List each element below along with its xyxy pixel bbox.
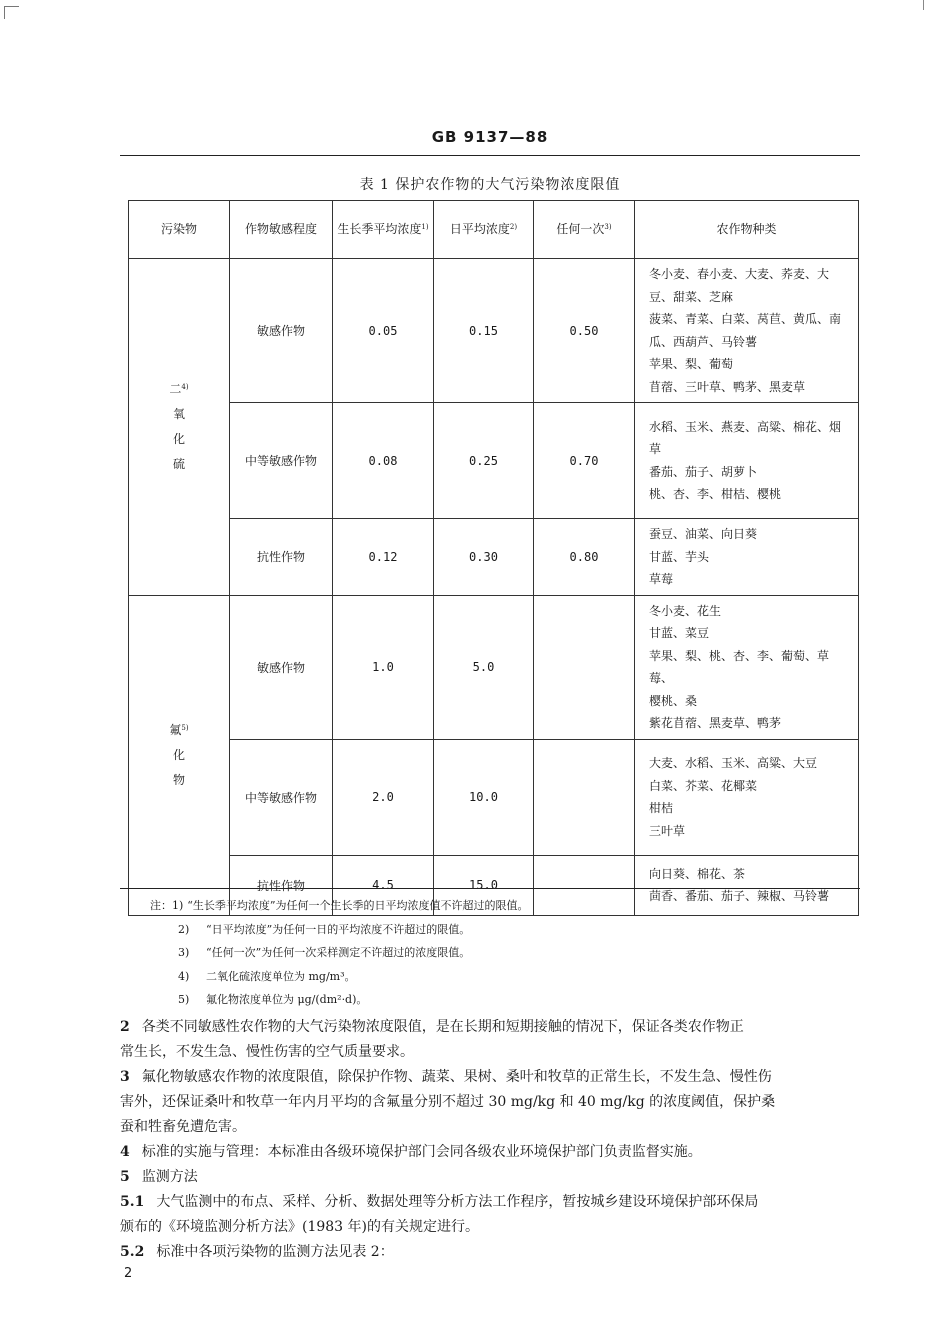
note-text: 二氧化硫浓度单位为 mg/m³。 bbox=[206, 969, 356, 983]
daily-value: 0.30 bbox=[434, 519, 534, 596]
crop-line: 瓜、西葫芦、马铃薯 bbox=[649, 334, 758, 349]
sensitivity-cell: 中等敏感作物 bbox=[230, 739, 333, 855]
sensitivity-cell: 敏感作物 bbox=[230, 259, 333, 403]
crops-cell bbox=[635, 739, 859, 855]
scan-corner-mark bbox=[4, 6, 19, 19]
crop-line: 苹果、梨、桃、杏、李、葡萄、草莓、 bbox=[649, 648, 830, 685]
sensitivity-cell: 抗性作物 bbox=[230, 855, 333, 915]
table-row bbox=[129, 739, 859, 855]
scan-tick-mark bbox=[923, 0, 924, 10]
daily-value: 0.25 bbox=[434, 403, 534, 519]
sensitivity-cell: 中等敏感作物 bbox=[230, 403, 333, 519]
pollutant-char: 氧 bbox=[172, 406, 185, 421]
crop-line: 甘蓝、菜豆 bbox=[649, 626, 710, 640]
clause-number: 2 bbox=[120, 1019, 130, 1035]
paragraph-line: 颁布的《环境监测分析方法》(1983 年)的有关规定进行。 bbox=[120, 1219, 480, 1235]
header-rule bbox=[120, 155, 860, 156]
table-title: 表 1 保护农作物的大气污染物浓度限值 bbox=[359, 177, 621, 193]
page-number: 2 bbox=[124, 1266, 133, 1281]
pollutant-cell bbox=[129, 595, 230, 915]
paragraph-line: 2 各类不同敏感性农作物的大气污染物浓度限值，是在长期和短期接触的情况下，保证各类农作物正 bbox=[120, 1019, 744, 1035]
crop-line: 水稻、玉米、燕麦、高粱、棉花、烟 bbox=[649, 419, 842, 434]
col-header-daily: 日平均浓度$^{2)}$ bbox=[434, 201, 534, 259]
table-note bbox=[150, 941, 850, 965]
crops-cell bbox=[635, 519, 859, 596]
daily-value: 15.0 bbox=[434, 855, 534, 915]
table-notes bbox=[150, 894, 850, 1012]
crop-line: 草 bbox=[649, 442, 662, 456]
crops-cell bbox=[635, 259, 859, 403]
single-value: 0.80 bbox=[534, 519, 635, 596]
table-header-row bbox=[129, 201, 859, 259]
crop-line: 苹果、梨、葡萄 bbox=[649, 357, 734, 371]
pollutant-char: 物 bbox=[172, 772, 185, 787]
seasonal-value: 1.0 bbox=[333, 595, 434, 739]
clause-paragraph bbox=[120, 1190, 860, 1240]
crop-line: 樱桃、桑 bbox=[649, 693, 698, 708]
col-header-single: 任何一次$^{3)}$ bbox=[534, 201, 635, 259]
crop-line: 茴香、番茄、茄子、辣椒、马铃薯 bbox=[649, 889, 830, 903]
clause-number: 5.1 bbox=[120, 1194, 145, 1210]
table-note bbox=[150, 965, 850, 989]
note-text: 氟化物浓度单位为 μg/(dm²·d)。 bbox=[206, 993, 368, 1006]
table-row bbox=[129, 403, 859, 519]
crop-line: 番茄、茄子、胡萝卜 bbox=[649, 464, 758, 479]
crops-cell bbox=[635, 595, 859, 739]
crop-line: 柑桔 bbox=[649, 801, 674, 815]
seasonal-value: 0.12 bbox=[333, 519, 434, 596]
single-value: 0.50 bbox=[534, 259, 635, 403]
single-value: 0.70 bbox=[534, 403, 635, 519]
crop-line: 向日葵、棉花、茶 bbox=[649, 866, 746, 881]
pollutant-char: 化 bbox=[172, 747, 185, 762]
note-label: 4) bbox=[178, 969, 190, 983]
table-row bbox=[129, 519, 859, 596]
paragraph-line: 5.2 标准中各项污染物的监测方法见表 2： bbox=[120, 1244, 394, 1260]
sensitivity-cell: 敏感作物 bbox=[230, 595, 333, 739]
paragraph-line: 5 监测方法 bbox=[120, 1169, 198, 1185]
crop-line: 桃、杏、李、柑桔、樱桃 bbox=[649, 487, 782, 501]
paragraph-line: 5.1 大气监测中的布点、采样、分析、数据处理等分析方法工作程序，暂按城乡建设环境保护部环保局 bbox=[120, 1194, 759, 1210]
note-text: “日平均浓度”为任何一日的平均浓度不许超过的限值。 bbox=[206, 922, 471, 936]
crop-line: 紫花苜蓿、黑麦草、鸭茅 bbox=[649, 716, 782, 730]
crop-line: 白菜、芥菜、花椰菜 bbox=[649, 778, 758, 793]
clause-number: 5 bbox=[120, 1169, 130, 1185]
clause-paragraph bbox=[120, 1015, 860, 1065]
crop-line: 菠菜、青菜、白菜、莴苣、黄瓜、南 bbox=[649, 312, 842, 326]
pollutant-char: 化 bbox=[172, 431, 185, 446]
paragraph-line: 3 氟化物敏感农作物的浓度限值，除保护作物、蔬菜、果树、桑叶和牧草的正常生长，不发生急、慢性伤 bbox=[120, 1069, 772, 1085]
seasonal-value: 2.0 bbox=[333, 739, 434, 855]
clause-number: 3 bbox=[120, 1069, 130, 1085]
standard-code: GB 9137—88 bbox=[431, 128, 549, 146]
sensitivity-cell: 抗性作物 bbox=[230, 519, 333, 596]
table-row bbox=[129, 259, 859, 403]
table-note bbox=[150, 988, 850, 1012]
daily-value: 10.0 bbox=[434, 739, 534, 855]
clause-paragraph bbox=[120, 1165, 860, 1190]
seasonal-value: 0.08 bbox=[333, 403, 434, 519]
paragraph-line: 蚕和牲畜免遭危害。 bbox=[120, 1119, 246, 1135]
note-label: 3) bbox=[178, 946, 190, 959]
seasonal-value: 0.05 bbox=[333, 259, 434, 403]
paragraph-line: 害外，还保证桑叶和牧草一年内月平均的含氟量分别不超过 30 mg/kg 和 40 mg/kg 的浓度阈值，保护桑 bbox=[120, 1094, 776, 1110]
limits-table bbox=[128, 200, 859, 916]
crop-line: 大麦、水稻、玉米、高粱、大豆 bbox=[649, 756, 818, 770]
col-header-pollutant: 污染物 bbox=[129, 201, 230, 259]
table-note bbox=[150, 894, 850, 918]
pollutant-cell bbox=[129, 259, 230, 596]
clause-number: 5.2 bbox=[120, 1244, 145, 1260]
crop-line: 蚕豆、油菜、向日葵 bbox=[649, 527, 758, 541]
note-label: 5) bbox=[178, 993, 190, 1006]
pollutant-char: 硫 bbox=[172, 456, 185, 471]
crop-line: 三叶草 bbox=[649, 823, 686, 838]
clause-number: 4 bbox=[120, 1144, 130, 1160]
table-note bbox=[150, 918, 850, 942]
table-row bbox=[129, 595, 859, 739]
note-label: 2) bbox=[178, 922, 190, 936]
single-value bbox=[534, 739, 635, 855]
crop-line: 冬小麦、春小麦、大麦、荞麦、大 bbox=[649, 267, 830, 281]
body-text bbox=[120, 1015, 860, 1265]
crop-line: 草莓 bbox=[649, 572, 674, 586]
crop-line: 冬小麦、花生 bbox=[649, 603, 722, 618]
col-header-seasonal: 生长季平均浓度$^{1)}$ bbox=[333, 201, 434, 259]
note-text: “任何一次”为任何一次采样测定不许超过的浓度限值。 bbox=[206, 946, 471, 959]
note-label: 注：1) bbox=[150, 899, 184, 912]
col-header-crops: 农作物种类 bbox=[635, 201, 859, 259]
daily-value: 0.15 bbox=[434, 259, 534, 403]
crop-line: 豆、甜菜、芝麻 bbox=[649, 289, 734, 304]
single-value bbox=[534, 595, 635, 739]
clause-paragraph bbox=[120, 1140, 860, 1165]
paragraph-line: 常生长，不发生急、慢性伤害的空气质量要求。 bbox=[120, 1044, 414, 1060]
seasonal-value: 4.5 bbox=[333, 855, 434, 915]
pollutant-char: 二$^{4)}$ bbox=[169, 381, 189, 396]
pollutant-char: 氟$^{5)}$ bbox=[169, 722, 189, 737]
col-header-sensitivity: 作物敏感程度 bbox=[230, 201, 333, 259]
note-text: “生长季平均浓度”为任何一个生长季的日平均浓度值不许超过的限值。 bbox=[187, 899, 529, 912]
crop-line: 苜蓿、三叶草、鸭茅、黑麦草 bbox=[649, 379, 806, 394]
crops-cell bbox=[635, 403, 859, 519]
clause-paragraph bbox=[120, 1065, 860, 1140]
table-bottom-rule bbox=[120, 888, 860, 889]
clause-paragraph bbox=[120, 1240, 860, 1265]
paragraph-line: 4 标准的实施与管理：本标准由各级环境保护部门会同各级农业环境保护部门负责监督实施。 bbox=[120, 1144, 702, 1160]
daily-value: 5.0 bbox=[434, 595, 534, 739]
crop-line: 甘蓝、芋头 bbox=[649, 549, 710, 564]
